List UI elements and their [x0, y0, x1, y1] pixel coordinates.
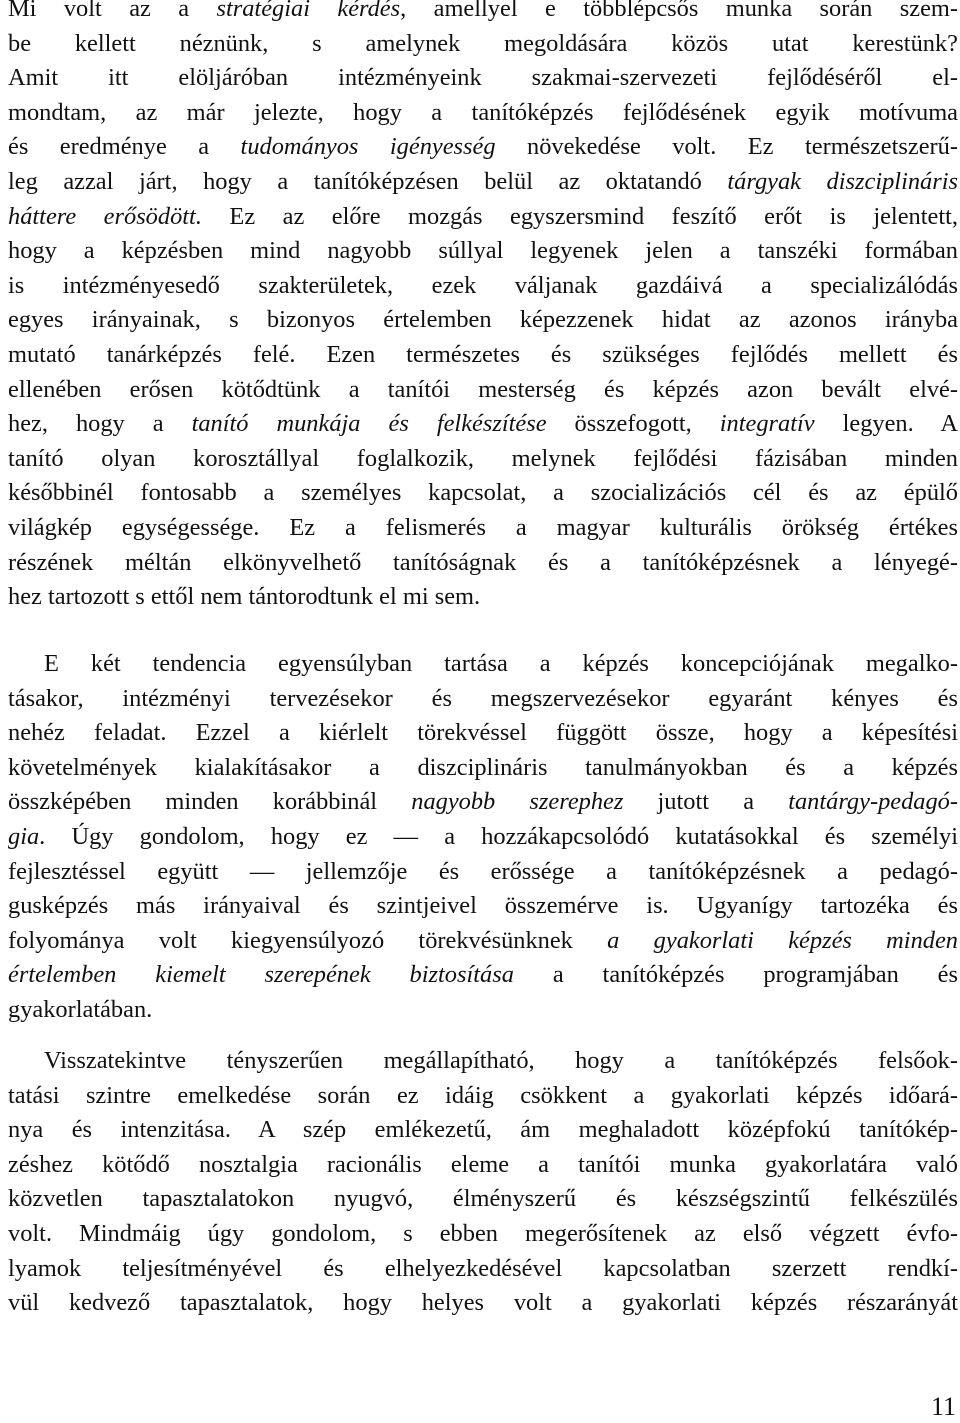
italic-text: stratégiai kérdés [216, 0, 401, 22]
text-line [8, 338, 958, 373]
text-run: gyakorlatában. [8, 995, 153, 1023]
text-line [8, 1286, 958, 1321]
italic-text: tudományos igényesség [240, 133, 496, 161]
text-line [8, 200, 958, 235]
text-run: részének méltán elkönyvelhető tanítóságnak és a tanítóképzésnek a lényegé- [8, 548, 958, 576]
text-line [8, 785, 958, 820]
text-line [8, 855, 958, 890]
text-line [8, 1079, 958, 1114]
text-run: Visszatekintve tényszerűen megállapítható, hogy a tanítóképzés felsőok- [44, 1047, 958, 1074]
italic-text: nagyobb szerephez [411, 788, 624, 816]
text-line [8, 269, 958, 304]
text-run: volt. Mindmáig úgy gondolom, s ebben megerősítenek az első végzett évfo- [8, 1219, 958, 1247]
text-line [8, 1113, 958, 1148]
italic-text: tantárgy-pedagó- [788, 788, 958, 816]
text-line [8, 1148, 958, 1183]
text-line [8, 716, 958, 751]
text-run: is intézményesedő szakterületek, ezek váljanak gazdáivá a specializálódás [8, 271, 958, 299]
text-line [8, 0, 958, 27]
text-run: legyen. A [814, 410, 959, 438]
text-run: folyománya volt kiegyensúlyozó törekvésünknek [8, 926, 608, 954]
text-run: lyamok teljesítményével és elhelyezkedésével kapcsolatban szerzett rendkí- [8, 1254, 958, 1282]
text-line [8, 647, 958, 682]
text-run: mondtam, az már jelezte, hogy a tanítóképzés fejlődésének egyik motívuma [8, 98, 958, 126]
text-line [8, 303, 958, 338]
text-line [8, 924, 958, 959]
italic-text: háttere erősödött. [8, 202, 202, 230]
text-run: követelmények kialakításakor a diszciplináris tanulmányokban és a képzés [8, 753, 958, 781]
text-line [8, 993, 958, 1028]
italic-text: gia [8, 822, 40, 850]
text-line [8, 1044, 958, 1079]
page-number: 11 [930, 1392, 956, 1421]
text-line [8, 958, 958, 993]
text-run: és eredménye a [8, 133, 241, 161]
text-run: jutott a [623, 788, 789, 816]
text-line [8, 61, 958, 96]
text-run: nya és intenzitása. A szép emlékezetű, ám meghaladott középfokú tanítókép- [8, 1116, 958, 1144]
text-line [8, 130, 958, 165]
text-run: hez, hogy a [8, 410, 192, 438]
text-run: tatási szintre emelkedése során ez idáig csökkent a gyakorlati képzés időará- [8, 1081, 958, 1109]
text-line [8, 546, 958, 581]
text-line [8, 407, 958, 442]
text-line [8, 1182, 958, 1217]
text-line [8, 682, 958, 717]
text-run: világkép egységessége. Ez a felismerés a magyar kulturális örökség értékes [8, 513, 958, 541]
text-run: E két tendencia egyensúlyban tartása a képzés koncepciójának megalko- [44, 650, 958, 677]
text-run: későbbinél fontosabb a személyes kapcsolat, a szocializációs cél és az épülő [8, 479, 958, 507]
text-line [8, 96, 958, 131]
text-run: összefogott, [546, 410, 720, 438]
italic-text: tanító munkája és felkészítése [191, 410, 547, 438]
text-run: növekedése volt. Ez természetszerű- [495, 133, 958, 161]
text-line [8, 442, 958, 477]
text-run: hogy a képzésben mind nagyobb súllyal legyenek jelen a tanszéki formában [8, 237, 958, 265]
text-line [8, 476, 958, 511]
text-run: vül kedvező tapasztalatok, hogy helyes volt a gyakorlati képzés részarányát [8, 1289, 958, 1317]
text-run: Ez az előre mozgás egyszersmind feszítő erőt is jelentett, [201, 202, 958, 230]
text-line [8, 580, 958, 615]
text-run: Amit itt elöljáróban intézményeink szakmai-szervezeti fejlődéséről el- [8, 64, 958, 92]
text-run: mutató tanárképzés felé. Ezen természetes és szükséges fejlődés mellett és [8, 340, 958, 368]
text-line [8, 820, 958, 855]
text-run: ellenében erősen kötődtünk a tanítói mesterség és képzés azon bevált elvé- [8, 375, 958, 403]
text-run: zéshez kötődő nosztalgia racionális eleme a tanítói munka gyakorlatára való [8, 1150, 958, 1178]
text-run: nehéz feladat. Ezzel a kiérlelt törekvéssel függött össze, hogy a képesítési [8, 719, 958, 747]
text-run: leg azzal járt, hogy a tanítóképzésen belül az oktatandó [8, 167, 728, 195]
text-line [8, 1217, 958, 1252]
paragraph-3 [8, 1044, 958, 1321]
text-run: hez tartozott s ettől nem tántorodtunk el mi sem. [8, 583, 481, 611]
text-run: összképében minden korábbinál [8, 788, 412, 816]
text-run: tásakor, intézményi tervezésekor és megszervezésekor egyaránt kényes és [8, 684, 958, 712]
text-run: be kellett néznünk, s amelynek megoldására közös utat kerestünk? [8, 29, 958, 57]
italic-text: értelemben kiemelt szerepének biztosítása [8, 961, 514, 989]
text-line [8, 889, 958, 924]
text-run: gusképzés más irányaival és szintjeivel összemérve is. Ugyanígy tartozéka és [8, 892, 958, 920]
text-run: , amellyel e többlépcsős munka során szem- [400, 0, 958, 22]
paragraph-2 [8, 647, 958, 1028]
text-line [8, 511, 958, 546]
text-run: . Úgy gondolom, hogy ez — a hozzákapcsolódó kutatásokkal és személyi [39, 822, 958, 850]
text-run: a tanítóképzés programjában és [513, 961, 958, 989]
text-run: Mi volt az a [8, 0, 217, 22]
text-line [8, 27, 958, 62]
text-run: fejlesztéssel együtt — jellemzője és erőssége a tanítóképzésnek a pedagó- [8, 857, 958, 885]
italic-text: tárgyak diszciplináris [727, 167, 958, 195]
text-run: tanító olyan korosztállyal foglalkozik, melynek fejlődési fázisában minden [8, 444, 958, 472]
italic-text: a gyakorlati képzés minden [607, 926, 958, 954]
paragraph-1 [8, 0, 958, 615]
text-line [8, 373, 958, 408]
italic-text: integratív [719, 410, 815, 438]
text-run: közvetlen tapasztalatokon nyugvó, élményszerű és készségszintű felkészülés [8, 1185, 958, 1213]
text-line [8, 1252, 958, 1287]
text-line [8, 751, 958, 786]
text-line [8, 165, 958, 200]
text-run: egyes irányainak, s bizonyos értelemben képezzenek hidat az azonos irányba [8, 306, 958, 334]
text-line [8, 234, 958, 269]
